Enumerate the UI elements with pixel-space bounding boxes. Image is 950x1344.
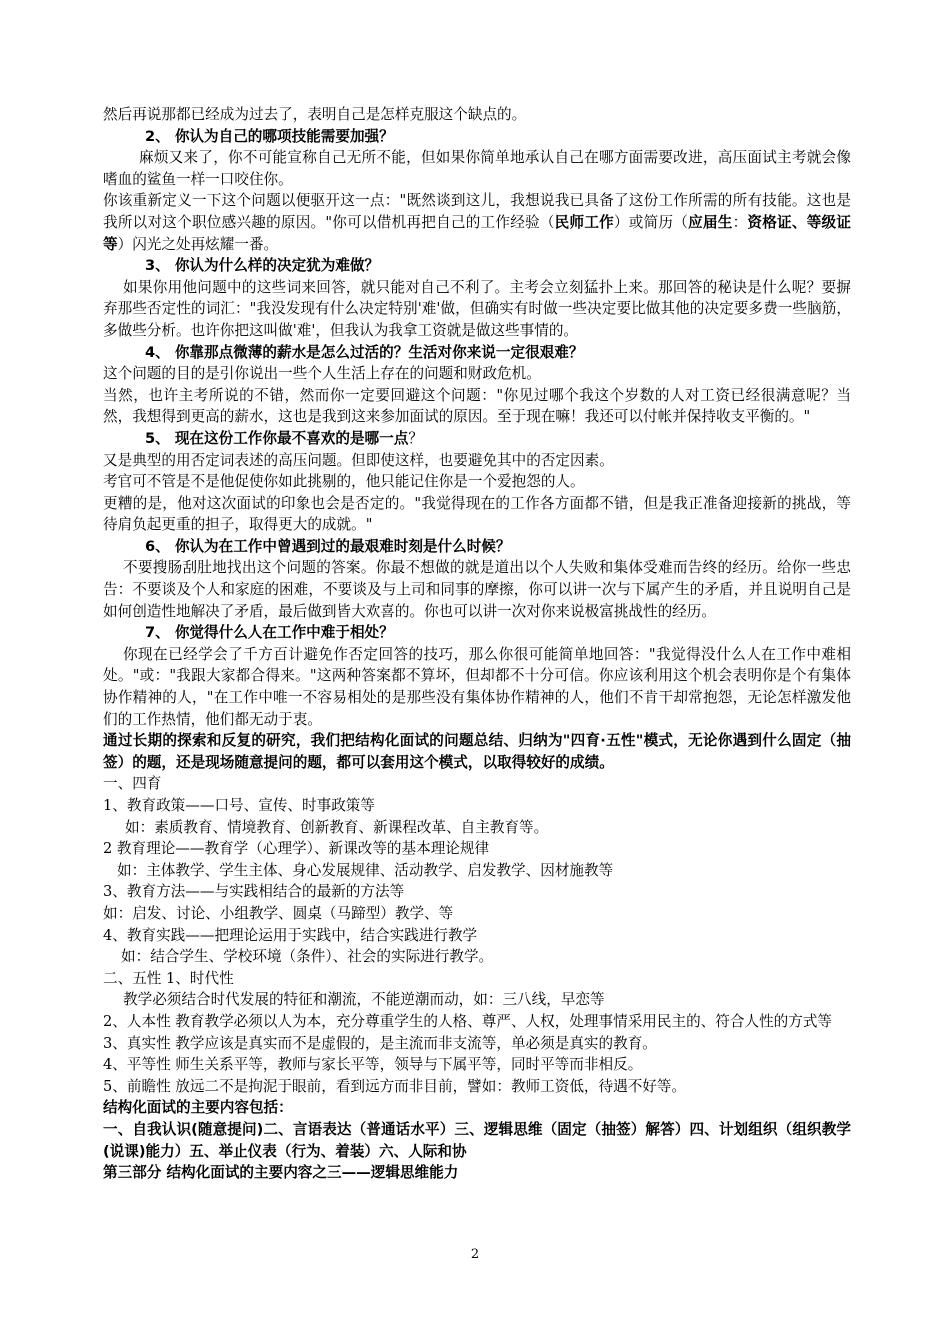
text-run: 你该重新定义一下这个问题以便驱开这一点："既然谈到这儿，我想说我已具备了这份工作所需的所有技能。这也是我所以对这个职位感兴趣的原因。"你可以借机再把自己的工作经验（ xyxy=(103,192,851,231)
paragraph xyxy=(103,190,851,255)
list-example: 教学必须结合时代发展的特征和潮流，不能逆潮而动，如：三八线，早恋等 xyxy=(123,991,605,1009)
question-heading: 7、 你觉得什么人在工作中难于相处？ xyxy=(145,624,394,642)
paragraph: 不要搜肠刮肚地找出这个问题的答案。你最不想做的就是道出以个人失败和集体受难而告终的经历。给你一些忠告：不要谈及个人和家庭的困难，不要谈及与上司和同事的摩擦，你可以讲一次与下属产生的矛盾，并且说明自己是如何创造性地解决了矛盾，最后做到皆大欢喜的。你也可以讲一次对你来说极富挑战性的经历。 xyxy=(103,559,851,620)
paragraph: 这个问题的目的是引你说出一些个人生活上存在的问题和财政危机。 xyxy=(103,365,541,383)
list-example: 如：启发、讨论、小组教学、圆桌（马蹄型）教学、等 xyxy=(103,904,454,922)
paragraph: 当然，也许主考所说的不错，然而你一定要回避这个问题："你见过哪个我这个岁数的人对工资已经很满意呢？当然，我想得到更高的薪水，这也是我到这来参加面试的原因。至于现在嘛！我还可以付帐并保持收支平衡的。" xyxy=(103,386,851,426)
page-number: 2 xyxy=(470,1247,480,1262)
question-text: 5、 现在这份工作你最不喜欢的是哪一点 xyxy=(145,429,409,447)
section-heading: 二、五性 1、时代性 xyxy=(103,969,234,987)
list-example: 如：结合学生、学校环境（条件）、社会的实际进行教学。 xyxy=(121,948,494,966)
document-body xyxy=(103,104,851,1184)
list-item: 4、平等性 师生关系平等，教师与家长平等，领导与下属平等，同时平等而非相反。 xyxy=(103,1056,643,1074)
bold-paragraph: 一、自我认识(随意提问)二、言语表达（普通话水平）三、逻辑思维（固定（抽签）解答）四、计划组织（组织教学(说课)能力）五、举止仪表（行为、着装）六、人际和协 xyxy=(103,1120,851,1160)
paragraph: 更糟的是，他对这次面试的印象也会是否定的。"我觉得现在的工作各方面都不错，但是我正准备迎接新的挑战，等待肩负起更重的担子，取得更大的成就。" xyxy=(103,494,851,534)
text-run: ）或简历（ xyxy=(613,213,689,231)
bold-heading: 结构化面试的主要内容包括： xyxy=(103,1099,293,1117)
part-heading: 第三部分 结构化面试的主要内容之三——逻辑思维能力 xyxy=(103,1164,459,1182)
question-heading xyxy=(103,428,851,450)
paragraph: 考官可不管是不是他促使你如此挑剔的，他只能记住你是一个爱抱怨的人。 xyxy=(103,473,585,491)
section-heading: 一、四育 xyxy=(103,775,162,793)
paragraph: 你现在已经学会了千方百计避免作否定回答的技巧，那么你很可能简单地回答："我觉得没什么人在工作中难相处。"或："我跟大家都合得来。"这两种答案都不算坏，但却都不十分可信。你应该利用这个机会表明你是个有集体协作精神的人，"在工作中唯一不容易相处的是那些没有集体协作精神的人，他们不肯干却常抱怨，无论怎样激发他们的工作热情，他们都无动于衷。 xyxy=(103,645,851,728)
question-heading: 6、 你认为在工作中曾遇到过的最艰难时刻是什么时候？ xyxy=(145,537,511,555)
question-mark: ？ xyxy=(408,429,423,447)
question-heading: 4、 你靠那点微薄的薪水是怎么过活的？生活对你来说一定很艰难？ xyxy=(145,343,584,361)
paragraph: 如果你用他问题中的这些词来回答，就只能对自己不利了。主考会立刻猛扑上来。那回答的秘诀是什么呢？要摒弃那些否定性的词汇："我没发现有什么决定特别'难'做，但确实有时做一些决定要比做其他的决定要多费一些脑筋，多做些分析。也许你把这叫做'难'，但我认为我拿工资就是做这些事情的。 xyxy=(103,278,851,339)
list-item: 5、前瞻性 放远二不是拘泥于眼前，看到远方而非目前，譬如：教师工资低，待遇不好等。 xyxy=(103,1077,687,1095)
list-example: 如：主体教学、学生主体、身心发展规律、活动教学、启发教学、因材施教等 xyxy=(117,861,614,879)
list-example: 如：素质教育、情境教育、创新教育、新课程改革、自主教育等。 xyxy=(125,818,549,836)
bold-paragraph: 通过长期的探索和反复的研究，我们把结构化面试的问题总结、归纳为"四育·五性"模式，无论你遇到什么固定（抽签）的题，还是现场随意提问的题，都可以套用这个模式，以取得较好的成绩。 xyxy=(103,732,851,771)
bold-run: 应届生 xyxy=(688,213,733,231)
question-heading: 2、 你认为自己的哪项技能需要加强？ xyxy=(145,127,394,145)
paragraph: 麻烦又来了，你不可能宣称自己无所不能，但如果你简单地承认自己在哪方面需要改进，高压面试主考就会像嗜血的鲨鱼一样一口咬住你。 xyxy=(103,149,851,188)
paragraph: 然后再说那都已经成为过去了，表明自己是怎样克服这个缺点的。 xyxy=(103,106,527,123)
bold-run: 资格证、等级证等 xyxy=(103,213,851,253)
text-run: ）闪光之处再炫耀一番。 xyxy=(117,235,279,253)
paragraph: 又是典型的用否定词表述的高压问题。但即使这样，也要避免其中的否定因素。 xyxy=(103,451,614,469)
question-heading: 3、 你认为什么样的决定犹为难做？ xyxy=(145,257,380,275)
text-run: ： xyxy=(732,213,748,231)
list-item: 3、教育方法——与实践相结合的最新的方法等 xyxy=(103,883,405,901)
list-item: 4、教育实践——把理论运用于实践中，结合实践进行教学 xyxy=(103,926,478,944)
bold-run: 民师工作 xyxy=(554,213,614,231)
list-item: 3、真实性 教学应该是真实而不是虚假的，是主流而非支流等，单必须是真实的教育。 xyxy=(103,1034,657,1052)
list-item: 2、人本性 教育教学必须以人为本，充分尊重学生的人格、尊严、人权，处理事情采用民主的、符合人性的方式等 xyxy=(103,1012,833,1030)
list-item: 2 教育理论——教育学（心理学）、新课改等的基本理论规律 xyxy=(103,840,490,858)
list-item: 1、教育政策——口号、宣传、时事政策等 xyxy=(103,797,375,814)
